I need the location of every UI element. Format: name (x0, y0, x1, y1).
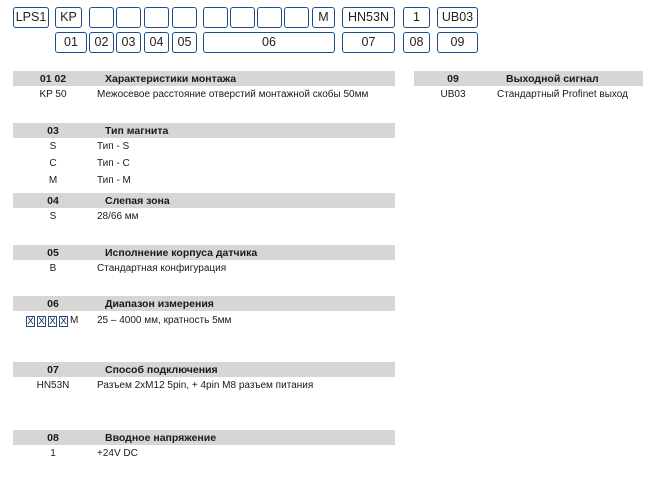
index-box-03: 03 (116, 32, 141, 53)
code-box-1: 1 (403, 7, 430, 28)
table-row (13, 262, 395, 276)
x-placeholder-box: X (49, 315, 56, 327)
table-row (13, 174, 395, 188)
table-row (13, 314, 395, 328)
section-code: 01 02 (39, 72, 67, 85)
x-placeholder-box: X (38, 315, 45, 327)
section-title: Диапазон измерения (105, 297, 214, 310)
option-desc: Тип - C (97, 158, 130, 169)
section-code: 08 (47, 431, 59, 444)
index-box-06: 06 (203, 32, 335, 53)
option-desc: Разъем 2xM12 5pin, + 4pin M8 разъем питания (97, 380, 314, 391)
code-box-blank-06b (230, 7, 255, 28)
section-title: Способ подключения (105, 363, 218, 376)
section-title: Слепая зона (105, 194, 170, 207)
table-row (13, 379, 395, 393)
option-desc: Стандартный Profinet выход (497, 89, 628, 100)
x-placeholder-box: X (27, 315, 34, 327)
table-row (13, 210, 395, 224)
section-header-output (414, 71, 643, 86)
code-box-blank-06c (257, 7, 282, 28)
index-box-04: 04 (144, 32, 169, 53)
table-row (13, 88, 395, 102)
section-title: Исполнение корпуса датчика (105, 246, 258, 259)
code-box-kp: KP (55, 7, 82, 28)
range-code-boxes (26, 314, 106, 329)
code-box-blank-05b (172, 7, 197, 28)
option-code: S (49, 211, 57, 222)
section-title: Характеристики монтажа (105, 72, 237, 85)
section-header-mount (13, 71, 395, 86)
code-box-blank-06a (203, 7, 228, 28)
code-box-hn53n: HN53N (342, 7, 395, 28)
option-code: B (49, 263, 57, 274)
code-box-blank-06d (284, 7, 309, 28)
section-code: 05 (47, 246, 59, 259)
index-box-01: 01 (55, 32, 87, 53)
section-title: Вводное напряжение (105, 431, 217, 444)
section-code: 06 (47, 297, 59, 310)
index-box-05: 05 (172, 32, 197, 53)
option-code: M (48, 175, 58, 186)
code-box-blank-04 (116, 7, 141, 28)
section-header-dead-zone (13, 193, 395, 208)
option-code: KP 50 (39, 89, 67, 100)
option-code: UB03 (440, 89, 466, 100)
option-desc: Стандартная конфигурация (97, 263, 227, 274)
option-code: C (49, 158, 57, 169)
code-box-lps1: LPS1 (13, 7, 49, 28)
section-code: 07 (47, 363, 59, 376)
table-row (13, 157, 395, 171)
code-box-ub03: UB03 (437, 7, 478, 28)
table-row (13, 447, 395, 461)
index-box-09: 09 (437, 32, 478, 53)
option-code: 1 (50, 448, 56, 459)
option-desc: Тип - M (97, 175, 131, 186)
section-header-magnet (13, 123, 395, 138)
option-code: S (49, 141, 57, 152)
option-desc: 28/66 мм (97, 211, 139, 222)
index-box-08: 08 (403, 32, 430, 53)
section-header-connection (13, 362, 395, 377)
section-header-housing (13, 245, 395, 260)
index-box-02: 02 (89, 32, 114, 53)
table-row (13, 140, 395, 154)
option-desc: +24V DC (97, 448, 138, 459)
section-title: Тип магнита (105, 124, 169, 137)
x-placeholder-box: X (60, 315, 67, 327)
section-code: 04 (47, 194, 59, 207)
option-desc: Тип - S (97, 141, 130, 152)
section-header-range (13, 296, 395, 311)
section-code: 09 (447, 72, 459, 85)
code-box-blank-03 (89, 7, 114, 28)
code-box-m: M (312, 7, 335, 28)
section-code: 03 (47, 124, 59, 137)
option-desc: 25 – 4000 мм, кратность 5мм (97, 315, 232, 326)
option-desc: Межосевое расстояние отверстий монтажной скобы 50мм (97, 89, 369, 100)
option-code: HN53N (36, 380, 70, 391)
section-title: Выходной сигнал (506, 72, 599, 85)
section-header-voltage (13, 430, 395, 445)
index-box-07: 07 (342, 32, 395, 53)
range-code-suffix: M (70, 315, 79, 326)
code-box-blank-05 (144, 7, 169, 28)
table-row (414, 88, 654, 102)
